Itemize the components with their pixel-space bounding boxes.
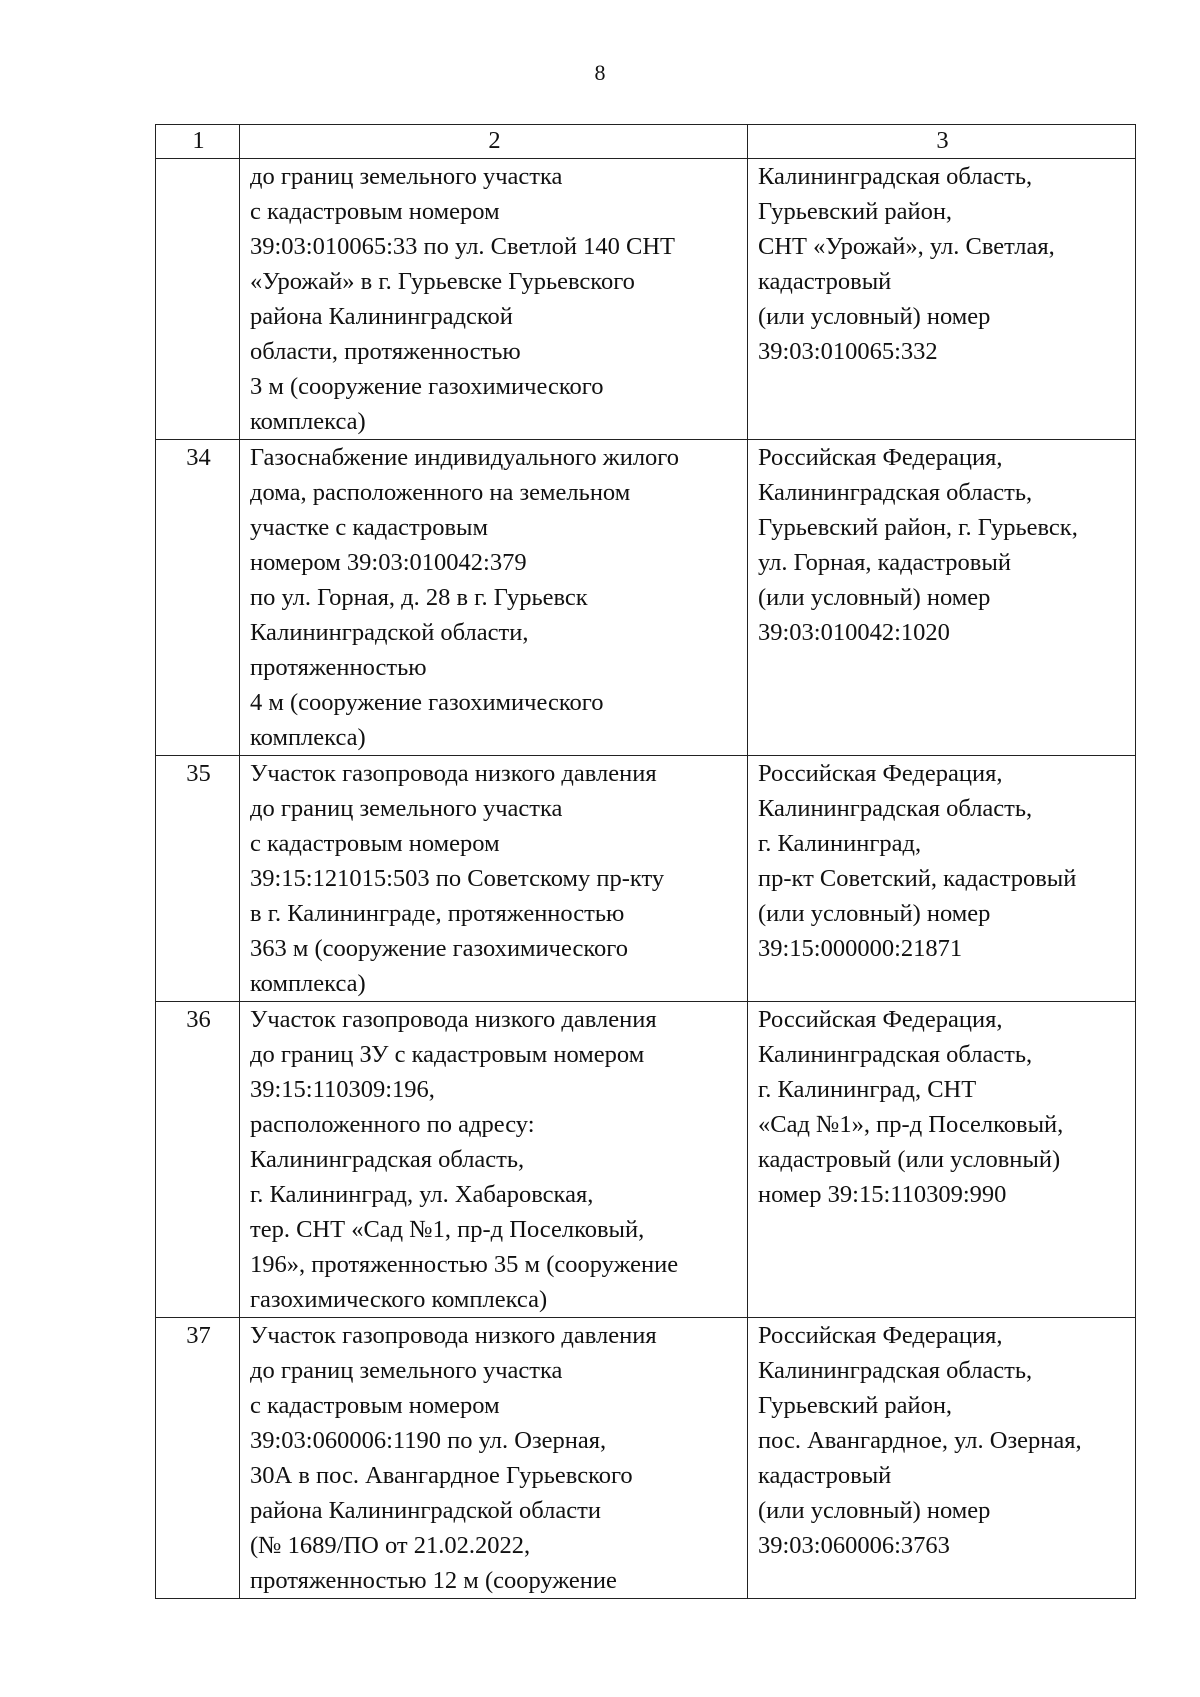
object-location-cell xyxy=(748,1318,1136,1599)
description-line: 196», протяженностью 35 м (сооружение xyxy=(250,1251,679,1278)
location-line: Гурьевский район, xyxy=(758,1392,953,1419)
description-line: с кадастровым номером xyxy=(250,830,500,857)
location-line: Российская Федерация, xyxy=(758,760,1003,787)
location-line: 39:03:010065:332 xyxy=(758,338,938,365)
location-line: Гурьевский район, г. Гурьевск, xyxy=(758,514,1078,541)
description-line: с кадастровым номером xyxy=(250,1392,500,1419)
description-line: Газоснабжение индивидуального жилого xyxy=(250,444,679,471)
row-number: 35 xyxy=(156,756,240,1002)
description-line: по ул. Горная, д. 28 в г. Гурьевск xyxy=(250,584,588,611)
location-line: 39:03:010042:1020 xyxy=(758,619,950,646)
location-line: Российская Федерация, xyxy=(758,444,1003,471)
description-line: протяженностью xyxy=(250,654,427,681)
location-line: (или условный) номер xyxy=(758,900,991,927)
description-line: до границ земельного участка xyxy=(250,1357,563,1384)
description-line: комплекса) xyxy=(250,970,366,997)
description-line: комплекса) xyxy=(250,408,366,435)
column-header-1: 1 xyxy=(156,125,240,159)
location-line: пр-кт Советский, кадастровый xyxy=(758,865,1077,892)
description-line: в г. Калининграде, протяженностью xyxy=(250,900,625,927)
description-line: 3 м (сооружение газохимического xyxy=(250,373,604,400)
object-description-cell xyxy=(240,159,748,440)
description-line: расположенного по адресу: xyxy=(250,1111,535,1138)
description-line: 39:15:110309:196, xyxy=(250,1076,435,1103)
description-line: Участок газопровода низкого давления xyxy=(250,1322,657,1349)
description-line: протяженностью 12 м (сооружение xyxy=(250,1567,617,1594)
table-row xyxy=(156,159,1136,440)
object-location-cell xyxy=(748,440,1136,756)
row-number: 34 xyxy=(156,440,240,756)
description-line: 30А в пос. Авангардное Гурьевского xyxy=(250,1462,633,1489)
object-location-cell xyxy=(748,159,1136,440)
location-line: г. Калининград, xyxy=(758,830,922,857)
description-line: (№ 1689/ПО от 21.02.2022, xyxy=(250,1532,531,1559)
page-number: 8 xyxy=(594,60,606,85)
document-table xyxy=(155,124,1136,1599)
description-line: участке с кадастровым xyxy=(250,514,488,541)
location-line: «Сад №1», пр-д Поселковый, xyxy=(758,1111,1064,1138)
row-number xyxy=(156,159,240,440)
description-line: дома, расположенного на земельном xyxy=(250,479,631,506)
location-line: Калининградская область, xyxy=(758,795,1033,822)
column-header-3: 3 xyxy=(748,125,1136,159)
object-location-cell xyxy=(748,756,1136,1002)
location-line: г. Калининград, СНТ xyxy=(758,1076,977,1103)
location-line: Калининградская область, xyxy=(758,1041,1033,1068)
location-line: (или условный) номер xyxy=(758,584,991,611)
description-line: Калининградской области, xyxy=(250,619,529,646)
description-line: 39:03:010065:33 по ул. Светлой 140 СНТ xyxy=(250,233,676,260)
description-line: Участок газопровода низкого давления xyxy=(250,1006,657,1033)
description-line: до границ ЗУ с кадастровым номером xyxy=(250,1041,645,1068)
location-line: Калининградская область, xyxy=(758,479,1033,506)
location-line: кадастровый xyxy=(758,1462,892,1489)
object-description-cell xyxy=(240,1002,748,1318)
description-line: «Урожай» в г. Гурьевске Гурьевского xyxy=(250,268,635,295)
location-line: номер 39:15:110309:990 xyxy=(758,1181,1007,1208)
location-line: кадастровый (или условный) xyxy=(758,1146,1061,1173)
location-line: Калининградская область, xyxy=(758,163,1033,190)
description-line: комплекса) xyxy=(250,724,366,751)
description-line: Калининградская область, xyxy=(250,1146,525,1173)
description-line: с кадастровым номером xyxy=(250,198,500,225)
location-line: Российская Федерация, xyxy=(758,1322,1003,1349)
location-line: кадастровый xyxy=(758,268,892,295)
description-line: области, протяженностью xyxy=(250,338,521,365)
location-line: Гурьевский район, xyxy=(758,198,953,225)
location-line: 39:03:060006:3763 xyxy=(758,1532,950,1559)
description-line: 39:15:121015:503 по Советскому пр-кту xyxy=(250,865,665,892)
description-line: номером 39:03:010042:379 xyxy=(250,549,527,576)
location-line: СНТ «Урожай», ул. Светлая, xyxy=(758,233,1055,260)
object-location-cell xyxy=(748,1002,1136,1318)
column-header-2: 2 xyxy=(240,125,748,159)
row-number: 36 xyxy=(156,1002,240,1318)
description-line: района Калининградской xyxy=(250,303,513,330)
description-line: Участок газопровода низкого давления xyxy=(250,760,657,787)
description-line: района Калининградской области xyxy=(250,1497,601,1524)
row-number: 37 xyxy=(156,1318,240,1599)
location-line: Российская Федерация, xyxy=(758,1006,1003,1033)
table-row xyxy=(156,1002,1136,1318)
description-line: 363 м (сооружение газохимического xyxy=(250,935,628,962)
table-row xyxy=(156,1318,1136,1599)
description-line: до границ земельного участка xyxy=(250,795,563,822)
object-description-cell xyxy=(240,440,748,756)
location-line: 39:15:000000:21871 xyxy=(758,935,963,962)
description-line: 4 м (сооружение газохимического xyxy=(250,689,604,716)
table-row xyxy=(156,756,1136,1002)
table-header-row xyxy=(156,125,1136,159)
object-description-cell xyxy=(240,756,748,1002)
location-line: (или условный) номер xyxy=(758,303,991,330)
description-line: 39:03:060006:1190 по ул. Озерная, xyxy=(250,1427,607,1454)
description-line: г. Калининград, ул. Хабаровская, xyxy=(250,1181,594,1208)
location-line: (или условный) номер xyxy=(758,1497,991,1524)
description-line: до границ земельного участка xyxy=(250,163,563,190)
description-line: газохимического комплекса) xyxy=(250,1286,548,1313)
location-line: пос. Авангардное, ул. Озерная, xyxy=(758,1427,1082,1454)
table-row xyxy=(156,440,1136,756)
location-line: ул. Горная, кадастровый xyxy=(758,549,1011,576)
description-line: тер. СНТ «Сад №1, пр-д Поселковый, xyxy=(250,1216,645,1243)
object-description-cell xyxy=(240,1318,748,1599)
location-line: Калининградская область, xyxy=(758,1357,1033,1384)
